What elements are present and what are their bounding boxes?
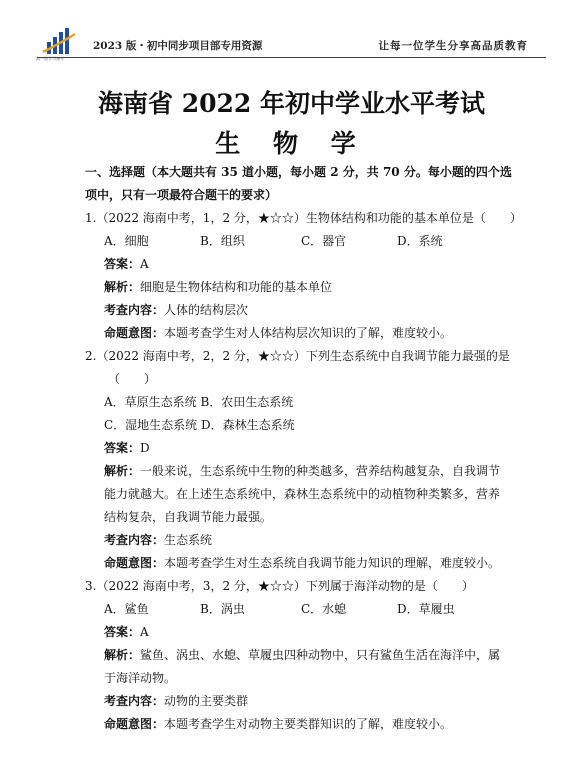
q3-analysis-line2: 于海洋动物。 [104,671,177,685]
content-label: 考查内容： [104,533,165,547]
analysis-label: 解析： [104,280,141,294]
q3-option-b: B．涡虫 [200,602,245,616]
q3-options [104,602,455,616]
q3-content [104,694,248,708]
q2-answer [104,441,150,455]
q1-option-c: C．器官 [301,234,347,248]
q1-answer [104,257,149,271]
answer-value: A [140,625,149,639]
q3-answer [104,625,149,639]
q1-options [104,234,443,248]
content-label: 考查内容： [104,694,165,708]
q1-option-d: D．系统 [397,234,443,248]
q2-options-row1: A．草原生态系统 B．农田生态系统 [104,395,294,409]
analysis-text: 鲨鱼、涡虫、水螅、草履虫四种动物中，只有鲨鱼生活在海洋中，属 [140,648,501,662]
section-heading-line1: 一、选择题（本大题共有 35 道小题，每小题 2 分，共 70 分。每小题的四个选 [85,165,512,179]
answer-value: A [140,257,149,271]
q3-stem: 3.（2022 海南中考，3，2 分，★☆☆）下列属于海洋动物的是（ ） [85,579,474,593]
analysis-label: 解析： [104,464,141,478]
intent-label: 命题意图： [104,556,165,570]
q1-intent [104,326,452,340]
content-text: 人体的结构层次 [164,303,249,317]
intent-label: 命题意图： [104,717,165,731]
q2-content [104,533,212,547]
answer-label: 答案： [104,257,141,271]
intent-text: 本题考查学生对动物主要类群知识的了解，难度较小。 [164,717,453,731]
q3-option-c: C．水螅 [301,602,347,616]
logo-caption: 高一级学习备考 [36,56,64,61]
intent-text: 本题考查学生对人体结构层次知识的了解，难度较小。 [164,326,453,340]
analysis-text: 细胞是生物体结构和功能的基本单位 [140,280,333,294]
header-divider [37,57,546,58]
q2-stem: 2.（2022 海南中考，2，2 分，★☆☆）下列生态系统中自我调节能力最强的是 [85,349,510,363]
answer-label: 答案： [104,441,141,455]
q3-analysis-line1 [104,648,500,662]
page-header [0,0,583,66]
q3-intent [104,717,452,731]
answer-label: 答案： [104,625,141,639]
content-text: 动物的主要类群 [164,694,249,708]
analysis-text: 一般来说，生态系统中生物的种类越多，营养结构越复杂，自我调节 [140,464,501,478]
q1-analysis [104,280,332,294]
page-title: 海南省 2022 年初中学业水平考试 [98,89,485,118]
page-subtitle: 生 物 学 [215,129,368,158]
intent-label: 命题意图： [104,326,165,340]
q2-analysis-line2: 能力就越大。在上述生态系统中，森林生态系统中的动植物种类繁多，营养 [104,487,501,501]
q2-intent [104,556,500,570]
section-heading-line2: 项中，只有一项最符合题干的要求） [85,188,278,202]
content-label: 考查内容： [104,303,165,317]
answer-value: D [140,441,150,455]
q2-options-row2: C．湿地生态系统 D．森林生态系统 [104,418,295,432]
q2-analysis-line3: 结构复杂，自我调节能力最强。 [104,510,273,524]
content-text: 生态系统 [164,533,213,547]
intent-text: 本题考查学生对生态系统自我调节能力知识的理解，难度较小。 [164,556,501,570]
q3-option-a: A．鲨鱼 [104,602,149,616]
header-left-text: 2023 版・初中同步项目部专用资源 [93,40,263,52]
q1-stem: 1.（2022 海南中考，1，2 分，★☆☆）生物体结构和功能的基本单位是（ ） [85,211,522,225]
header-right-text: 让每一位学生分享高品质教育 [378,40,528,52]
q1-option-b: B．组织 [200,234,245,248]
logo-icon [41,26,77,60]
q3-option-d: D．草履虫 [397,602,455,616]
q1-option-a: A．细胞 [104,234,149,248]
q1-content [104,303,248,317]
q2-stem-bracket: （ ） [108,372,157,386]
analysis-label: 解析： [104,648,141,662]
q2-analysis-line1 [104,464,500,478]
